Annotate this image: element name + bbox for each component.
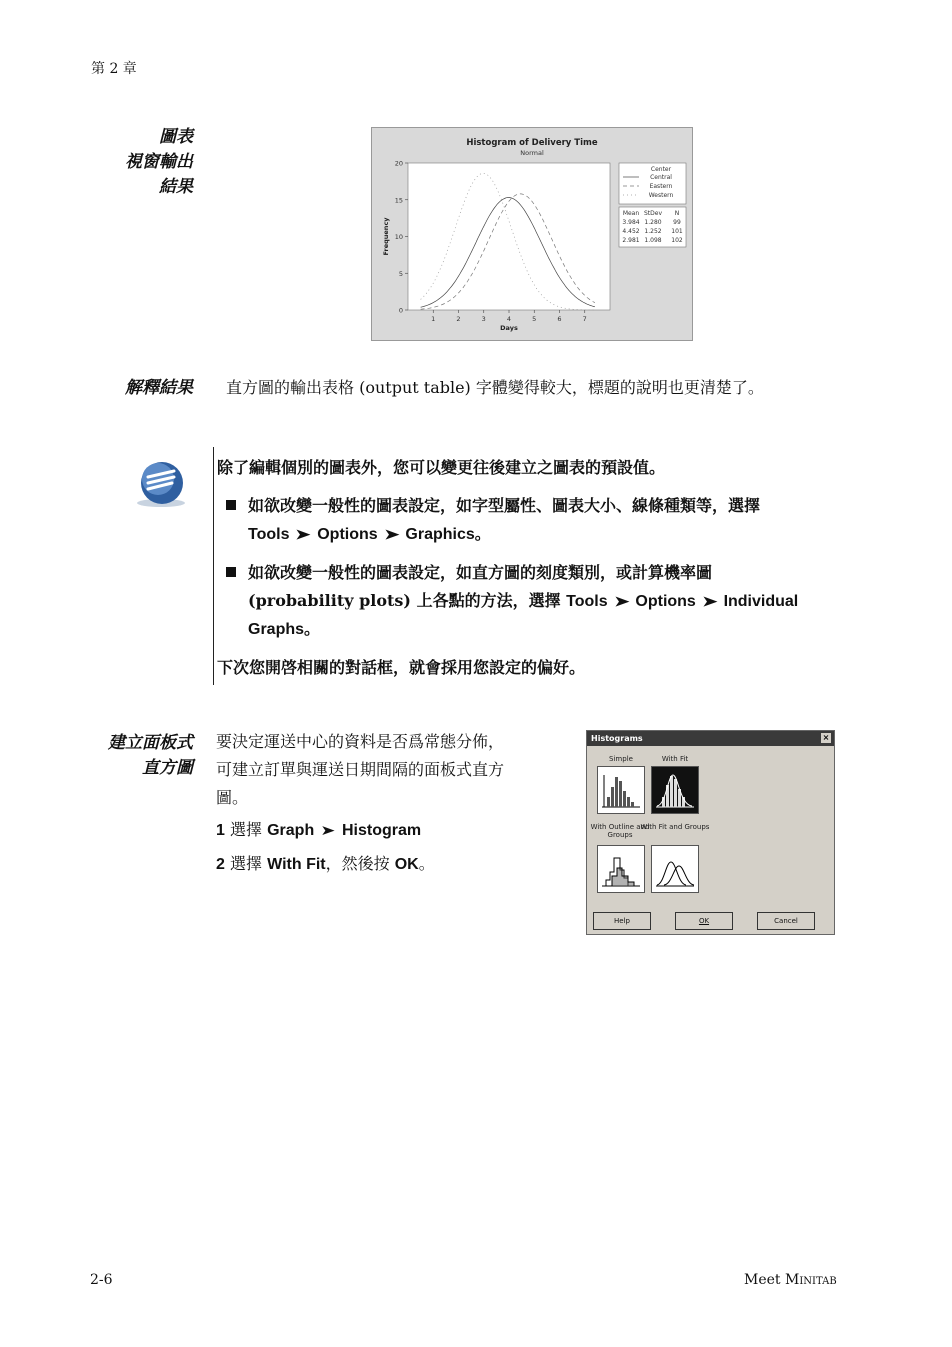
note-bullet-1-path bbox=[248, 520, 848, 549]
step-number: 1 bbox=[216, 822, 225, 839]
step-number: 2 bbox=[216, 856, 225, 873]
stats-cell: 2.981 bbox=[622, 237, 640, 244]
stats-cell: 101 bbox=[671, 228, 683, 235]
interpret-text: 直方圖的輸出表格 (output table) 字體變得較大，標題的說明也更清楚了。 bbox=[226, 378, 764, 397]
period: 。 bbox=[304, 619, 321, 638]
label-line: 視窗輸出 bbox=[125, 152, 193, 172]
step-2 bbox=[216, 850, 576, 879]
book-prefix: Meet bbox=[744, 1272, 781, 1288]
menu-path-individual: Individual bbox=[723, 593, 799, 610]
step-text: ，然後按 bbox=[325, 854, 390, 873]
y-axis-label: Frequency bbox=[382, 217, 390, 256]
menu-path-graph: Graph bbox=[267, 822, 315, 839]
histogram-chart bbox=[371, 127, 693, 341]
note-bullet-1 bbox=[226, 492, 846, 520]
section-label-interpret: 解釋結果 bbox=[125, 378, 193, 398]
bullet-text: 如欲改變一般性的圖表設定，如字型屬性、圖表大小、線條種類等，選擇 bbox=[248, 496, 761, 515]
y-tick-label: 10 bbox=[394, 233, 403, 241]
bullet-square-icon bbox=[226, 567, 236, 577]
option-label-simple: Simple bbox=[609, 755, 633, 763]
option-with-fit: With Fit bbox=[267, 856, 326, 873]
x-axis-label: Days bbox=[500, 324, 518, 332]
period: 。 bbox=[474, 524, 491, 543]
close-icon[interactable]: × bbox=[822, 733, 830, 742]
ok-keyword: OK bbox=[394, 856, 419, 873]
note-outro: 下次您開啓相關的對話框，就會採用您設定的偏好。 bbox=[217, 658, 586, 677]
histogram-outline-groups-icon bbox=[598, 846, 644, 892]
step-word: 選擇 bbox=[230, 820, 263, 839]
bullet-square-icon bbox=[226, 500, 236, 510]
note-bullet-2-path-end bbox=[248, 615, 548, 644]
note-divider bbox=[213, 447, 214, 685]
x-tick-label: 5 bbox=[532, 315, 537, 323]
histogram-with-fit-option[interactable] bbox=[651, 766, 699, 814]
help-button[interactable]: Help bbox=[593, 912, 651, 930]
x-tick-label: 7 bbox=[582, 315, 587, 323]
book-name bbox=[744, 1272, 837, 1288]
arrow-right-icon: ➤ bbox=[702, 594, 718, 610]
legend-entry: Western bbox=[648, 192, 674, 199]
page-number: 2-6 bbox=[90, 1272, 113, 1288]
histogram-fit-groups-icon bbox=[652, 846, 698, 892]
ok-button[interactable]: OK bbox=[675, 912, 733, 930]
chart-subtitle: Normal bbox=[520, 149, 544, 157]
step-1 bbox=[216, 816, 576, 845]
stats-header-cell: StDev bbox=[643, 210, 663, 217]
label-line: 圖表 bbox=[159, 127, 193, 147]
stats-cell: 1.098 bbox=[644, 237, 662, 244]
stats-cell: 1.252 bbox=[644, 228, 662, 235]
note-bullet-2-path bbox=[248, 587, 868, 616]
section-label-chart-output bbox=[90, 125, 193, 200]
stats-cell: 3.984 bbox=[622, 219, 640, 226]
legend-entry: Central bbox=[650, 174, 672, 181]
menu-path-options: Options bbox=[317, 526, 378, 543]
menu-path-graphics: Graphics bbox=[405, 526, 475, 543]
stats-header-cell: N bbox=[674, 210, 680, 217]
legend-entry: Eastern bbox=[649, 183, 673, 190]
arrow-right-icon: ➤ bbox=[320, 823, 336, 839]
menu-path-tools: Tools bbox=[248, 526, 290, 543]
chart-svg bbox=[372, 128, 692, 340]
bullet-text: 如欲改變一般性的圖表設定，如直方圖的刻度類別，或計算機率圖 bbox=[248, 563, 713, 582]
stats-cell: 1.280 bbox=[644, 219, 662, 226]
legend-title: Center bbox=[650, 166, 672, 173]
x-tick-label: 2 bbox=[456, 315, 461, 323]
histogram-simple-icon bbox=[598, 767, 644, 813]
panel-paragraph bbox=[216, 728, 566, 812]
y-tick-label: 20 bbox=[394, 159, 403, 168]
y-tick-label: 5 bbox=[398, 269, 403, 278]
histogram-simple-option[interactable] bbox=[597, 766, 645, 814]
period: 。 bbox=[418, 854, 435, 873]
book-title: Minitab bbox=[784, 1272, 837, 1288]
histogram-with-fit-icon bbox=[652, 767, 698, 813]
menu-path-tools: Tools bbox=[566, 593, 608, 610]
arrow-right-icon: ➤ bbox=[383, 527, 400, 543]
arrow-right-icon: ➤ bbox=[295, 527, 311, 543]
stats-cell: 4.452 bbox=[622, 228, 640, 235]
section-label-panel-histogram bbox=[70, 731, 193, 781]
plot-area bbox=[408, 163, 610, 310]
bullet-paren: (probability plots) bbox=[248, 591, 411, 610]
cancel-button[interactable]: Cancel bbox=[757, 912, 815, 930]
note-bullet-2 bbox=[226, 559, 846, 587]
x-tick-label: 3 bbox=[481, 315, 486, 323]
label-line: 建立面板式 bbox=[108, 733, 193, 753]
histograms-dialog bbox=[586, 730, 835, 935]
note-intro: 除了編輯個別的圖表外，您可以變更往後建立之圖表的預設值。 bbox=[217, 458, 666, 477]
y-tick-label: 15 bbox=[394, 196, 403, 205]
dialog-titlebar bbox=[587, 731, 834, 746]
chapter-header: 第 2 章 bbox=[91, 61, 137, 77]
stats-cell: 102 bbox=[671, 237, 683, 244]
bullet-text: 上各點的方法，選擇 bbox=[416, 591, 561, 610]
histogram-outline-groups-option[interactable] bbox=[597, 845, 645, 893]
y-tick-label: 0 bbox=[398, 306, 403, 315]
x-tick-label: 6 bbox=[557, 315, 562, 323]
label-line: 直方圖 bbox=[142, 758, 193, 778]
para-line: 可建立訂單與運送日期間隔的面板式直方 bbox=[216, 760, 505, 779]
option-label-fit-groups: With Fit and Groups bbox=[640, 823, 710, 831]
x-tick-label: 1 bbox=[431, 315, 436, 323]
histogram-fit-groups-option[interactable] bbox=[651, 845, 699, 893]
step-word: 選擇 bbox=[230, 854, 263, 873]
dialog-title: Histograms bbox=[591, 734, 643, 743]
label-line: 結果 bbox=[159, 177, 193, 197]
arrow-right-icon: ➤ bbox=[613, 594, 630, 610]
x-tick-label: 4 bbox=[506, 315, 512, 323]
option-label-with-fit: With Fit bbox=[661, 755, 689, 763]
menu-path-graphs: Graphs bbox=[248, 621, 305, 638]
option-label-outline-groups: With Outline and Groups bbox=[590, 823, 650, 839]
para-line: 圖。 bbox=[216, 788, 249, 807]
chart-title: Histogram of Delivery Time bbox=[466, 138, 598, 148]
menu-path-histogram: Histogram bbox=[341, 822, 422, 839]
menu-path-options: Options bbox=[635, 593, 696, 610]
stats-cell: 99 bbox=[673, 219, 681, 226]
note-icon bbox=[128, 459, 190, 509]
para-line: 要決定運送中心的資料是否爲常態分佈， bbox=[216, 732, 505, 751]
stats-header-cell: Mean bbox=[622, 210, 640, 217]
